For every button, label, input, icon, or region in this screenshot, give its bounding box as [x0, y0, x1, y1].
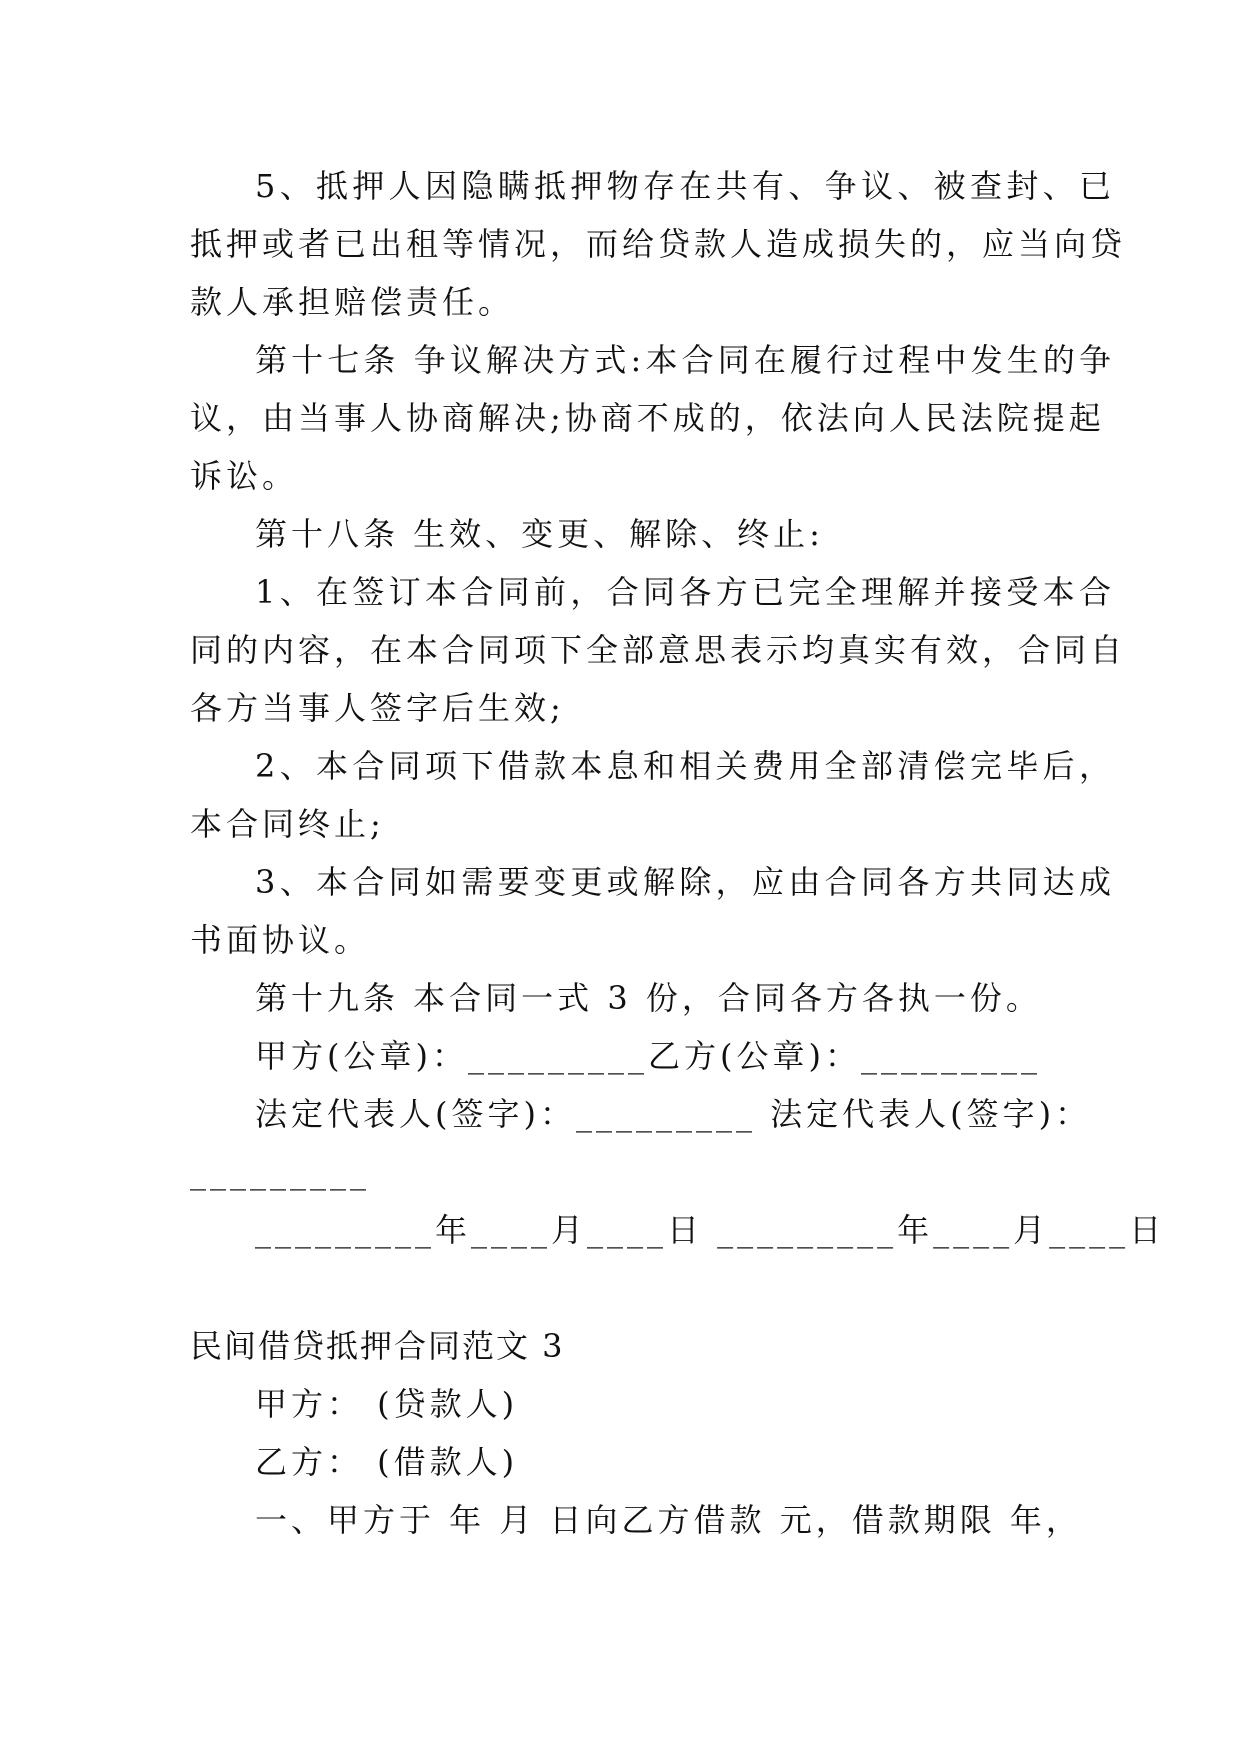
clause-5-line-3: 款人承担赔偿责任。 — [190, 283, 515, 321]
party-b-line: 乙方： (借款人) — [255, 1443, 519, 1481]
article-18-item-2-line-2: 本合同终止; — [190, 805, 385, 843]
article-18-heading: 第十八条 生效、变更、解除、终止: — [255, 515, 824, 553]
article-18-item-1-line-2: 同的内容，在本合同项下全部意思表示均真实有效，合同自 — [190, 631, 1127, 669]
party-a-line: 甲方： (贷款人) — [255, 1385, 519, 1423]
article-18-item-1-line-1: 1、在签订本合同前，合同各方已完全理解并接受本合 — [255, 573, 1115, 611]
clause-5-line-1: 5、抵押人因隐瞒抵押物存在共有、争议、被查封、已 — [255, 167, 1115, 205]
date-line: _________年____月____日 _________年____月____日 — [255, 1211, 1166, 1249]
article-18-item-1-line-3: 各方当事人签字后生效; — [190, 689, 565, 727]
signature-blank: _________ — [190, 1153, 370, 1191]
clause-5-line-2: 抵押或者已出租等情况，而给贷款人造成损失的，应当向贷 — [190, 225, 1127, 263]
article-18-item-3-line-1: 3、本合同如需要变更或解除，应由合同各方共同达成 — [255, 863, 1115, 901]
clause-1-line-1: 一、甲方于 年 月 日向乙方借款 元，借款期限 年， — [255, 1501, 1082, 1539]
article-18-item-3-line-2: 书面协议。 — [190, 921, 371, 959]
party-seal-line: 甲方(公章)：_________乙方(公章)：_________ — [255, 1037, 1041, 1075]
article-17-line-1: 第十七条 争议解决方式:本合同在履行过程中发生的争 — [255, 341, 1115, 379]
article-18-item-2-line-1: 2、本合同项下借款本息和相关费用全部清偿完毕后， — [255, 747, 1115, 785]
article-17-line-3: 诉讼。 — [190, 457, 299, 495]
article-17-line-2: 议，由当事人协商解决;协商不成的，依法向人民法院提起 — [190, 399, 1105, 437]
section-title: 民间借贷抵押合同范文 3 — [190, 1327, 565, 1365]
article-19: 第十九条 本合同一式 3 份，合同各方各执一份。 — [255, 979, 1042, 1017]
representative-signature-line: 法定代表人(签字)：_________ 法定代表人(签字)： — [255, 1095, 1092, 1133]
